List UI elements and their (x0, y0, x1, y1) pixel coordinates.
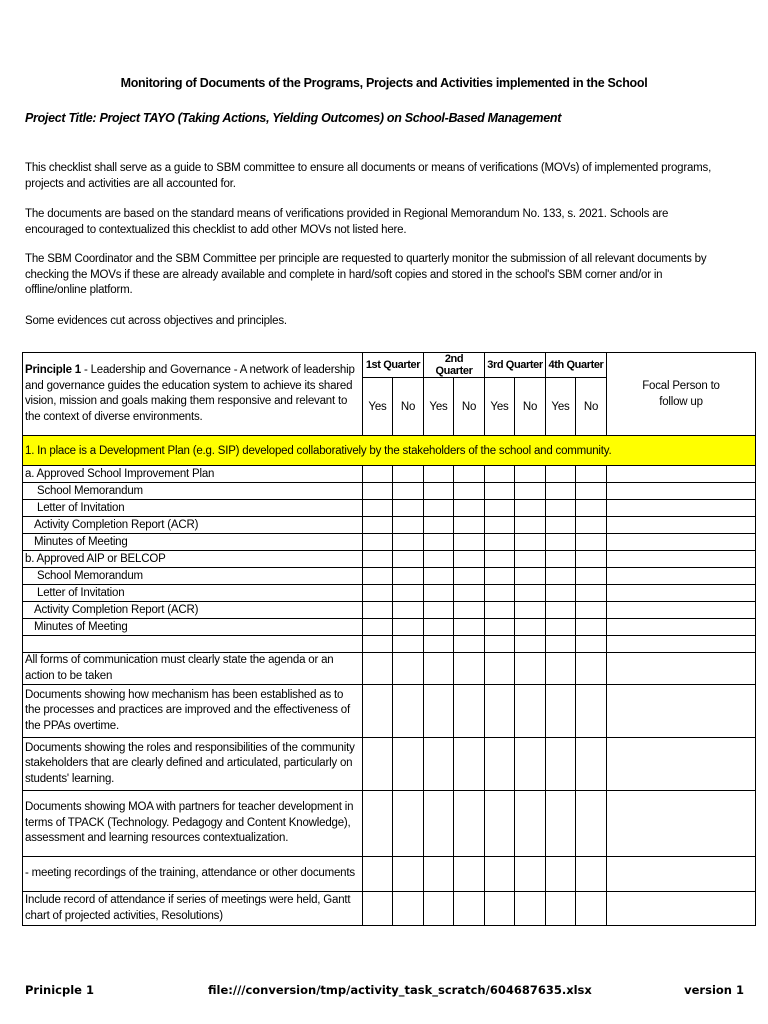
q2-no-header: No (454, 378, 485, 436)
q1-yes-cell[interactable] (363, 483, 393, 500)
q3-yes-cell[interactable] (485, 483, 515, 500)
q4-yes-cell[interactable] (546, 551, 576, 568)
focal-person-cell[interactable] (607, 500, 756, 517)
item-label: Include record of attendance if series of meetings were held, Gantt chart of projected activities, Resolutions) (23, 892, 363, 926)
q1-no-cell[interactable] (393, 517, 424, 534)
focal-person-cell[interactable] (607, 568, 756, 585)
q1-no-cell[interactable] (393, 892, 424, 926)
q2-yes-cell[interactable] (424, 602, 454, 619)
q3-no-cell[interactable] (515, 568, 546, 585)
q4-no-cell[interactable] (576, 483, 607, 500)
footer-file-path: file:///conversion/tmp/activity_task_scratch/604687635.xlsx (208, 983, 592, 997)
focal-person-cell[interactable] (607, 602, 756, 619)
table-row (23, 791, 756, 857)
focal-person-cell[interactable] (607, 619, 756, 636)
q4-yes-cell[interactable] (546, 738, 576, 791)
q3-no-cell[interactable] (515, 738, 546, 791)
q2-no-cell[interactable] (454, 791, 485, 857)
q3-yes-cell[interactable] (485, 466, 515, 483)
table-row (23, 517, 756, 534)
q2-no-cell[interactable] (454, 892, 485, 926)
q1-no-cell[interactable] (393, 500, 424, 517)
q2-no-cell[interactable] (454, 483, 485, 500)
q4-yes-cell[interactable] (546, 466, 576, 483)
q2-no-cell[interactable] (454, 500, 485, 517)
q4-yes-cell[interactable] (546, 534, 576, 551)
q2-yes-cell[interactable] (424, 791, 454, 857)
q3-no-header: No (515, 378, 546, 436)
q4-no-cell[interactable] (576, 466, 607, 483)
table-row (23, 568, 756, 585)
focal-person-cell[interactable] (607, 551, 756, 568)
q4-no-cell[interactable] (576, 653, 607, 685)
item-label: Minutes of Meeting (23, 534, 363, 551)
q3-no-cell[interactable] (515, 857, 546, 892)
q1-no-cell[interactable] (393, 791, 424, 857)
table-row (23, 857, 756, 892)
q1-yes-cell[interactable] (363, 892, 393, 926)
focal-person-cell[interactable] (607, 857, 756, 892)
table-row (23, 892, 756, 926)
principle-description (23, 353, 363, 436)
q2-yes-cell[interactable] (424, 568, 454, 585)
q1-no-cell[interactable] (393, 568, 424, 585)
intro-paragraph-1: This checklist shall serve as a guide to SBM committee to ensure all documents or means of verifications (MOVs) of implemented programs, projects and activities are all accounted for. (25, 162, 712, 190)
q4-yes-cell[interactable] (546, 619, 576, 636)
q4-yes-cell[interactable] (546, 653, 576, 685)
table-row (23, 483, 756, 500)
q1-no-cell[interactable] (393, 738, 424, 791)
q3-yes-cell[interactable] (485, 568, 515, 585)
q3-no-cell[interactable] (515, 636, 546, 653)
q1-yes-cell[interactable] (363, 857, 393, 892)
q3-yes-header: Yes (485, 378, 515, 436)
project-title: Project Title: Project TAYO (Taking Actions, Yielding Outcomes) on School-Based Management (25, 111, 562, 125)
q2-no-cell[interactable] (454, 653, 485, 685)
q1-yes-cell[interactable] (363, 500, 393, 517)
item-label: Documents showing the roles and responsibilities of the community stakeholders that are clearly defined and articulated, particularly on students' learning. (23, 738, 363, 791)
q2-yes-cell[interactable] (424, 585, 454, 602)
q3-yes-cell[interactable] (485, 738, 515, 791)
q1-no-cell[interactable] (393, 534, 424, 551)
q2-yes-cell[interactable] (424, 551, 454, 568)
q4-no-cell[interactable] (576, 568, 607, 585)
q1-yes-cell[interactable] (363, 551, 393, 568)
q4-yes-cell[interactable] (546, 892, 576, 926)
q4-yes-cell[interactable] (546, 483, 576, 500)
q4-yes-cell[interactable] (546, 517, 576, 534)
q2-no-cell[interactable] (454, 685, 485, 738)
focal-person-cell[interactable] (607, 791, 756, 857)
q3-yes-cell[interactable] (485, 791, 515, 857)
q4-yes-cell[interactable] (546, 685, 576, 738)
q1-yes-cell[interactable] (363, 568, 393, 585)
q4-no-cell[interactable] (576, 619, 607, 636)
item-label: Activity Completion Report (ACR) (23, 517, 363, 534)
q2-yes-cell[interactable] (424, 500, 454, 517)
q2-no-cell[interactable] (454, 466, 485, 483)
q4-no-cell[interactable] (576, 892, 607, 926)
item-label: b. Approved AIP or BELCOP (23, 551, 363, 568)
intro-paragraph-3: The SBM Coordinator and the SBM Committee per principle are requested to quarterly monitor the submission of all relevant documents by checking the MOVs if these are already available and complete in hard/soft copies and stored in the school's SBM corner and/or in offline/online platform. (25, 253, 707, 296)
focal-person-cell[interactable] (607, 517, 756, 534)
q1-no-cell[interactable] (393, 466, 424, 483)
q4-yes-cell[interactable] (546, 857, 576, 892)
item-label (23, 636, 363, 653)
q1-yes-header: Yes (363, 378, 393, 436)
q2-no-cell[interactable] (454, 602, 485, 619)
q2-yes-cell[interactable] (424, 517, 454, 534)
q2-yes-cell[interactable] (424, 892, 454, 926)
q1-no-cell[interactable] (393, 602, 424, 619)
document-title: Monitoring of Documents of the Programs, Projects and Activities implemented in the School (120, 76, 648, 90)
q2-yes-cell[interactable] (424, 466, 454, 483)
focal-person-cell[interactable] (607, 466, 756, 483)
q2-no-cell[interactable] (454, 568, 485, 585)
q4-yes-cell[interactable] (546, 602, 576, 619)
focal-person-header: Focal Person to follow up (607, 353, 756, 436)
q3-no-cell[interactable] (515, 517, 546, 534)
q1-yes-cell[interactable] (363, 602, 393, 619)
q1-yes-cell[interactable] (363, 791, 393, 857)
q1-no-cell[interactable] (393, 585, 424, 602)
q1-no-cell[interactable] (393, 636, 424, 653)
q1-no-cell[interactable] (393, 857, 424, 892)
item-label: Minutes of Meeting (23, 619, 363, 636)
item-label: a. Approved School Improvement Plan (23, 466, 363, 483)
q3-yes-cell[interactable] (485, 857, 515, 892)
q3-yes-cell[interactable] (485, 551, 515, 568)
q4-no-cell[interactable] (576, 857, 607, 892)
item-label: School Memorandum (23, 568, 363, 585)
q3-no-cell[interactable] (515, 534, 546, 551)
table-row (23, 500, 756, 517)
q4-no-cell[interactable] (576, 517, 607, 534)
q1-no-header: No (393, 378, 424, 436)
footer-sheet-name: Prinicple 1 (25, 983, 94, 997)
q4-yes-cell[interactable] (546, 636, 576, 653)
q2-no-cell[interactable] (454, 738, 485, 791)
q4-no-header: No (576, 378, 607, 436)
q3-yes-cell[interactable] (485, 517, 515, 534)
q4-no-cell[interactable] (576, 602, 607, 619)
q1-yes-cell[interactable] (363, 466, 393, 483)
objective-row: 1. In place is a Development Plan (e.g. SIP) developed collaboratively by the stakeholders of the school and community. (23, 436, 756, 466)
q4-yes-cell[interactable] (546, 500, 576, 517)
table-row (23, 653, 756, 685)
q4-yes-cell[interactable] (546, 791, 576, 857)
q2-no-cell[interactable] (454, 517, 485, 534)
q2-no-cell[interactable] (454, 551, 485, 568)
q2-yes-cell[interactable] (424, 534, 454, 551)
q1-no-cell[interactable] (393, 653, 424, 685)
item-label: Documents showing how mechanism has been established as to the processes and practices are improved and the effectiveness of the PPAs overtime. (23, 685, 363, 738)
q4-no-cell[interactable] (576, 534, 607, 551)
focal-person-cell[interactable] (607, 685, 756, 738)
q2-yes-cell[interactable] (424, 857, 454, 892)
q3-no-cell[interactable] (515, 500, 546, 517)
item-label: Documents showing MOA with partners for teacher development in terms of TPACK (Technology. Pedagogy and Content Knowledge), assessment and learning resources contextualization. (23, 791, 363, 857)
item-label: School Memorandum (23, 483, 363, 500)
q2-no-cell[interactable] (454, 857, 485, 892)
quarter-4-header: 4th Quarter (546, 353, 607, 378)
q2-no-cell[interactable] (454, 585, 485, 602)
q1-yes-cell[interactable] (363, 685, 393, 738)
q3-no-cell[interactable] (515, 585, 546, 602)
q3-yes-cell[interactable] (485, 534, 515, 551)
q4-yes-cell[interactable] (546, 585, 576, 602)
q3-yes-cell[interactable] (485, 636, 515, 653)
footer-version: version 1 (684, 983, 744, 997)
q4-no-cell[interactable] (576, 685, 607, 738)
q4-yes-header: Yes (546, 378, 576, 436)
q3-no-cell[interactable] (515, 685, 546, 738)
q2-yes-cell[interactable] (424, 653, 454, 685)
table-row (23, 685, 756, 738)
q4-no-cell[interactable] (576, 500, 607, 517)
table-row (23, 602, 756, 619)
quarter-3-header: 3rd Quarter (485, 353, 546, 378)
q1-yes-cell[interactable] (363, 517, 393, 534)
q2-no-cell[interactable] (454, 636, 485, 653)
q3-no-cell[interactable] (515, 619, 546, 636)
q3-no-cell[interactable] (515, 602, 546, 619)
focal-person-cell[interactable] (607, 892, 756, 926)
q3-no-cell[interactable] (515, 466, 546, 483)
item-label: Activity Completion Report (ACR) (23, 602, 363, 619)
q2-yes-cell[interactable] (424, 636, 454, 653)
q3-no-cell[interactable] (515, 653, 546, 685)
q2-no-cell[interactable] (454, 534, 485, 551)
item-label: - meeting recordings of the training, attendance or other documents (23, 857, 363, 892)
q2-yes-cell[interactable] (424, 738, 454, 791)
item-label: All forms of communication must clearly state the agenda or an action to be taken (23, 653, 363, 685)
q1-no-cell[interactable] (393, 483, 424, 500)
table-row (23, 738, 756, 791)
quarter-2-header: 2nd Quarter (424, 353, 485, 378)
focal-person-cell[interactable] (607, 738, 756, 791)
q3-yes-cell[interactable] (485, 685, 515, 738)
focal-person-cell[interactable] (607, 483, 756, 500)
intro-paragraph-2: The documents are based on the standard means of verifications provided in Regional Memorandum No. 133, s. 2021. Schools are encouraged to contextualized this checklist to add other MOVs not listed here. (25, 208, 669, 236)
table-row (23, 534, 756, 551)
q4-no-cell[interactable] (576, 585, 607, 602)
q2-yes-cell[interactable] (424, 483, 454, 500)
table-row (23, 636, 756, 653)
q4-no-cell[interactable] (576, 738, 607, 791)
table-row (23, 466, 756, 483)
q2-yes-header: Yes (424, 378, 454, 436)
item-label: Letter of Invitation (23, 585, 363, 602)
focal-person-cell[interactable] (607, 585, 756, 602)
q3-no-cell[interactable] (515, 791, 546, 857)
q3-no-cell[interactable] (515, 551, 546, 568)
focal-person-cell[interactable] (607, 653, 756, 685)
q3-yes-cell[interactable] (485, 585, 515, 602)
q1-no-cell[interactable] (393, 685, 424, 738)
q3-yes-cell[interactable] (485, 653, 515, 685)
q1-yes-cell[interactable] (363, 619, 393, 636)
item-label: Letter of Invitation (23, 500, 363, 517)
quarter-1-header: 1st Quarter (363, 353, 424, 378)
checklist-table (22, 352, 756, 926)
principle-label: Principle 1 (25, 364, 81, 376)
q3-no-cell[interactable] (515, 483, 546, 500)
q1-yes-cell[interactable] (363, 653, 393, 685)
q1-yes-cell[interactable] (363, 738, 393, 791)
intro-paragraph-4: Some evidences cut across objectives and principles. (25, 315, 287, 327)
q2-yes-cell[interactable] (424, 619, 454, 636)
q2-yes-cell[interactable] (424, 685, 454, 738)
q4-yes-cell[interactable] (546, 568, 576, 585)
q3-yes-cell[interactable] (485, 500, 515, 517)
q3-no-cell[interactable] (515, 892, 546, 926)
table-row (23, 585, 756, 602)
q1-yes-cell[interactable] (363, 585, 393, 602)
q3-yes-cell[interactable] (485, 602, 515, 619)
q4-no-cell[interactable] (576, 551, 607, 568)
focal-person-cell[interactable] (607, 534, 756, 551)
principle-text: - Leadership and Governance - A network of leadership and governance guides the education system to achieve its shared vision, mission and goals making them responsive and relevant to the context of diverse environments. (25, 364, 355, 423)
q2-no-cell[interactable] (454, 619, 485, 636)
q1-no-cell[interactable] (393, 619, 424, 636)
q4-no-cell[interactable] (576, 791, 607, 857)
focal-person-cell[interactable] (607, 636, 756, 653)
q3-yes-cell[interactable] (485, 892, 515, 926)
q1-yes-cell[interactable] (363, 636, 393, 653)
q1-yes-cell[interactable] (363, 534, 393, 551)
table-row (23, 551, 756, 568)
table-row (23, 619, 756, 636)
q1-no-cell[interactable] (393, 551, 424, 568)
q3-yes-cell[interactable] (485, 619, 515, 636)
q4-no-cell[interactable] (576, 636, 607, 653)
